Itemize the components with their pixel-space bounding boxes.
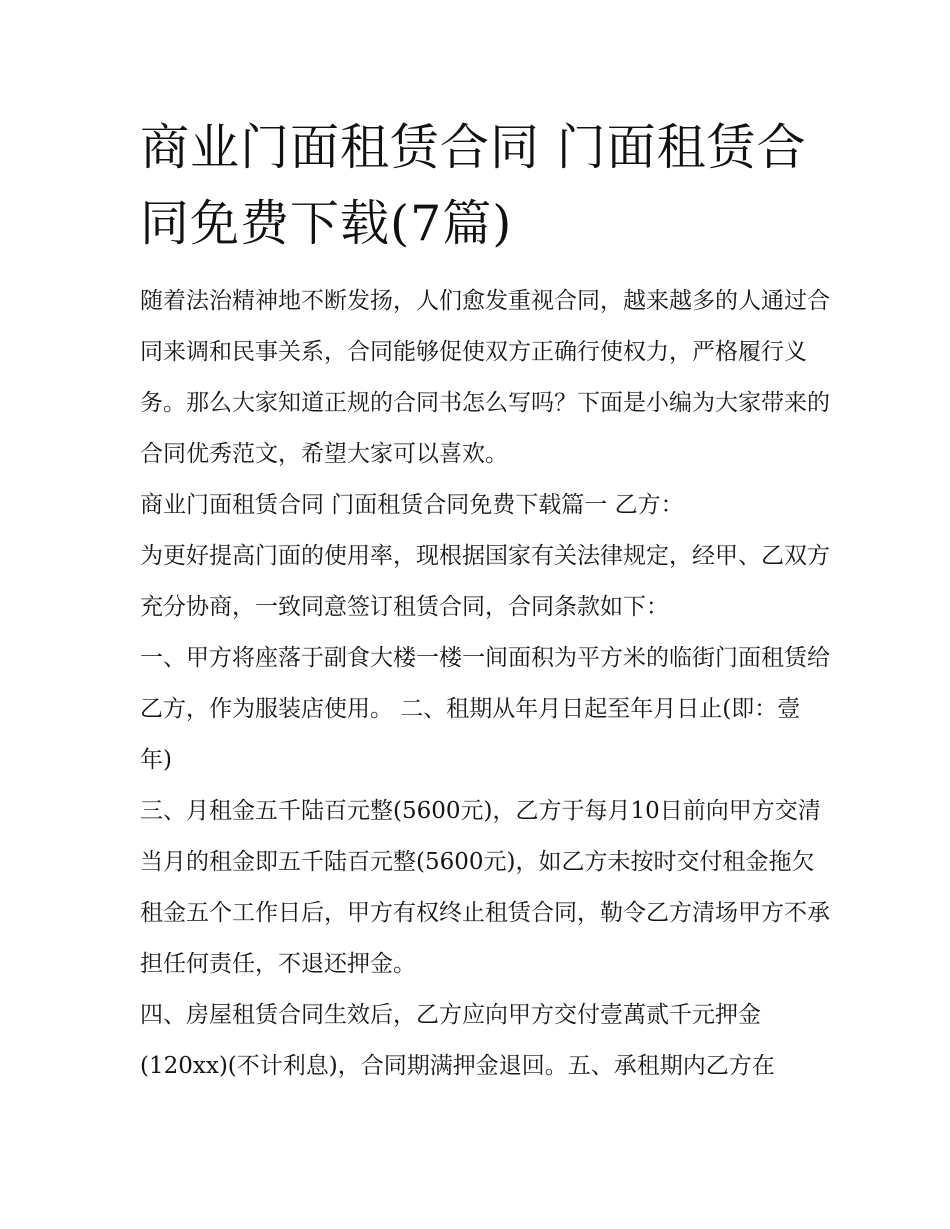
clause-one-two-paragraph: 一、甲方将座落于副食大楼一楼一间面积为平方米的临街门面租赁给乙方，作为服装店使用。 二、租期从年月日起至年月日止(即：壹年) — [140, 645, 830, 773]
document-title: 商业门面租赁合同 门面租赁合同免费下载(7篇) — [140, 119, 807, 252]
document-body — [140, 276, 830, 1092]
preamble-paragraph: 为更好提高门面的使用率，现根据国家有关法律规定，经甲、乙双方充分协商，一致同意签订租赁合同，合同条款如下： — [140, 543, 830, 620]
clause-four-five-paragraph: 四、房屋租赁合同生效后，乙方应向甲方交付壹萬贰千元押金(120xx)(不计利息)，合同期满押金退回。五、承租期内乙方在 — [140, 1002, 775, 1079]
intro-paragraph: 随着法治精神地不断发扬，人们愈发重视合同，越来越多的人通过合同来调和民事关系，合同能够促使双方正确行使权力，严格履行义务。那么大家知道正规的合同书怎么写吗？下面是小编为大家带来的合同优秀范文，希望大家可以喜欢。 — [140, 288, 830, 467]
section-heading-paragraph: 商业门面租赁合同 门面租赁合同免费下载篇一 乙方： — [140, 492, 684, 518]
clause-three-paragraph: 三、月租金五千陆百元整(5600元)，乙方于每月10日前向甲方交清当月的租金即五千陆百元整(5600元)，如乙方未按时交付租金拖欠租金五个工作日后，甲方有权终止租赁合同，勒令乙方清场甲方不承担任何责任，不退还押金。 — [140, 798, 830, 977]
